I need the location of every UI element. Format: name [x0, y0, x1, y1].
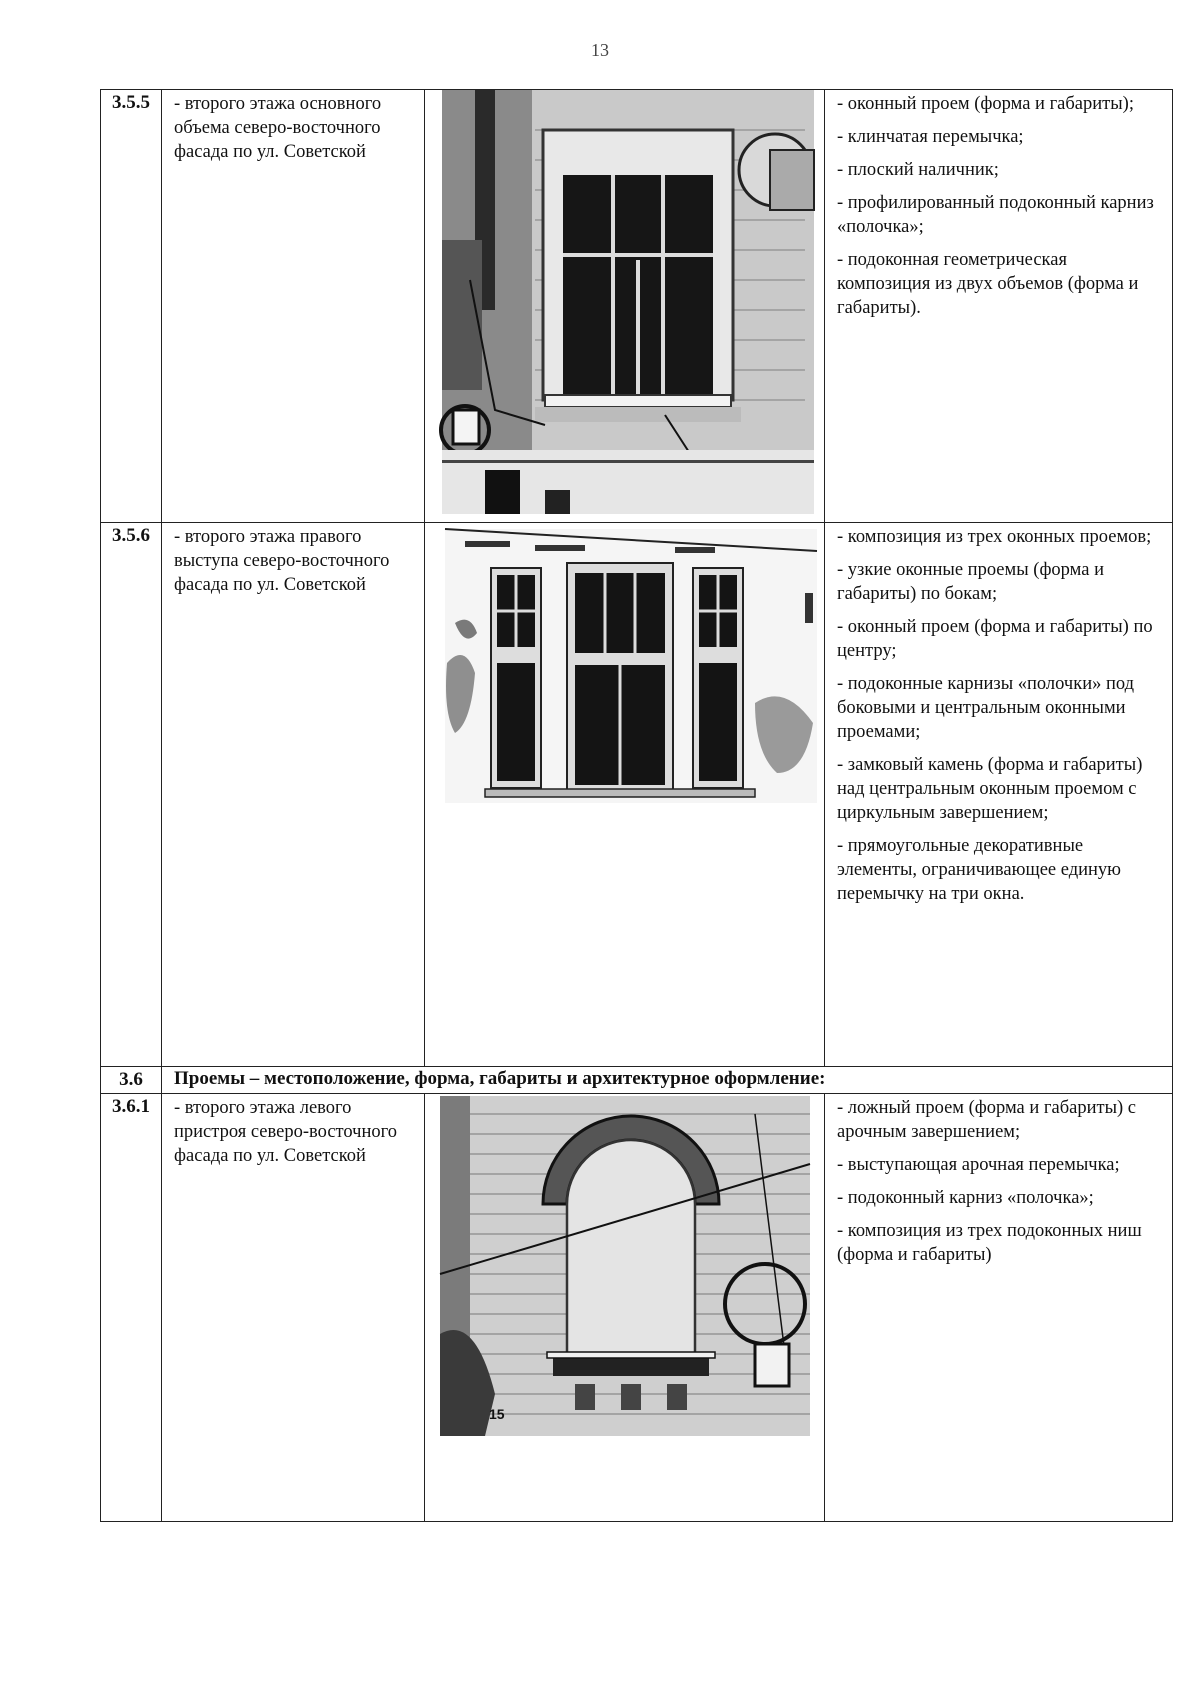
- feature-item: - замковый камень (форма и габариты) над центральным оконным проемом с циркульным завершением;: [837, 755, 1143, 823]
- feature-item: - клинчатая перемычка;: [837, 127, 1024, 147]
- item-number: 3.5.6: [101, 523, 162, 1067]
- feature-item: - подоконные карнизы «полочки» под боковыми и центральным оконными проемами;: [837, 674, 1135, 742]
- feature-item: - прямоугольные декоративные элементы, ограничивающее единую перемычку на три окна.: [837, 836, 1122, 904]
- photo-cell: [425, 523, 825, 1067]
- section-header-row: [101, 1067, 1173, 1094]
- photo-cell: [425, 90, 825, 523]
- feature-item: - выступающая арочная перемычка;: [837, 1155, 1120, 1175]
- features-cell: [825, 1094, 1173, 1522]
- feature-item: - подоконный карниз «полочка»;: [837, 1188, 1094, 1208]
- feature-item: - профилированный подоконный карниз «полочка»;: [837, 193, 1154, 237]
- feature-item: - оконный проем (форма и габариты);: [837, 94, 1134, 114]
- table-row: [101, 90, 1173, 523]
- feature-item: - оконный проем (форма и габариты) по центру;: [837, 617, 1153, 661]
- item-number: 3.6.1: [101, 1094, 162, 1522]
- item-number: 3.5.5: [101, 90, 162, 523]
- features-cell: [825, 523, 1173, 1067]
- section-number: 3.6: [101, 1067, 162, 1094]
- feature-item: - ложный проем (форма и габариты) с арочным завершением;: [837, 1098, 1137, 1142]
- feature-item: - композиция из трех подоконных ниш (форма и габариты): [837, 1221, 1142, 1265]
- features-cell: [825, 90, 1173, 523]
- feature-item: - плоский наличник;: [837, 160, 999, 180]
- table-row: [101, 1094, 1173, 1522]
- photo-caption-number: 15: [489, 1406, 505, 1422]
- monument-elements-table: [100, 89, 1173, 1522]
- table-row: [101, 523, 1173, 1067]
- feature-item: - композиция из трех оконных проемов;: [837, 527, 1152, 547]
- page-number: 13: [591, 40, 609, 60]
- item-description: - второго этажа основного объема северо-восточного фасада по ул. Советской: [162, 90, 425, 523]
- feature-item: - узкие оконные проемы (форма и габариты) по бокам;: [837, 560, 1104, 604]
- facade-window-photo: [425, 1094, 823, 1444]
- photo-cell: [425, 1094, 825, 1522]
- section-title: Проемы – местоположение, форма, габариты и архитектурное оформление:: [162, 1067, 1173, 1094]
- feature-item: - подоконная геометрическая композиция из двух объемов (форма и габариты).: [837, 250, 1139, 318]
- facade-window-photo: [425, 90, 823, 520]
- item-description: - второго этажа правого выступа северо-восточного фасада по ул. Советской: [162, 523, 425, 1067]
- item-description: - второго этажа левого пристроя северо-восточного фасада по ул. Советской: [162, 1094, 425, 1522]
- facade-window-photo: [425, 523, 823, 813]
